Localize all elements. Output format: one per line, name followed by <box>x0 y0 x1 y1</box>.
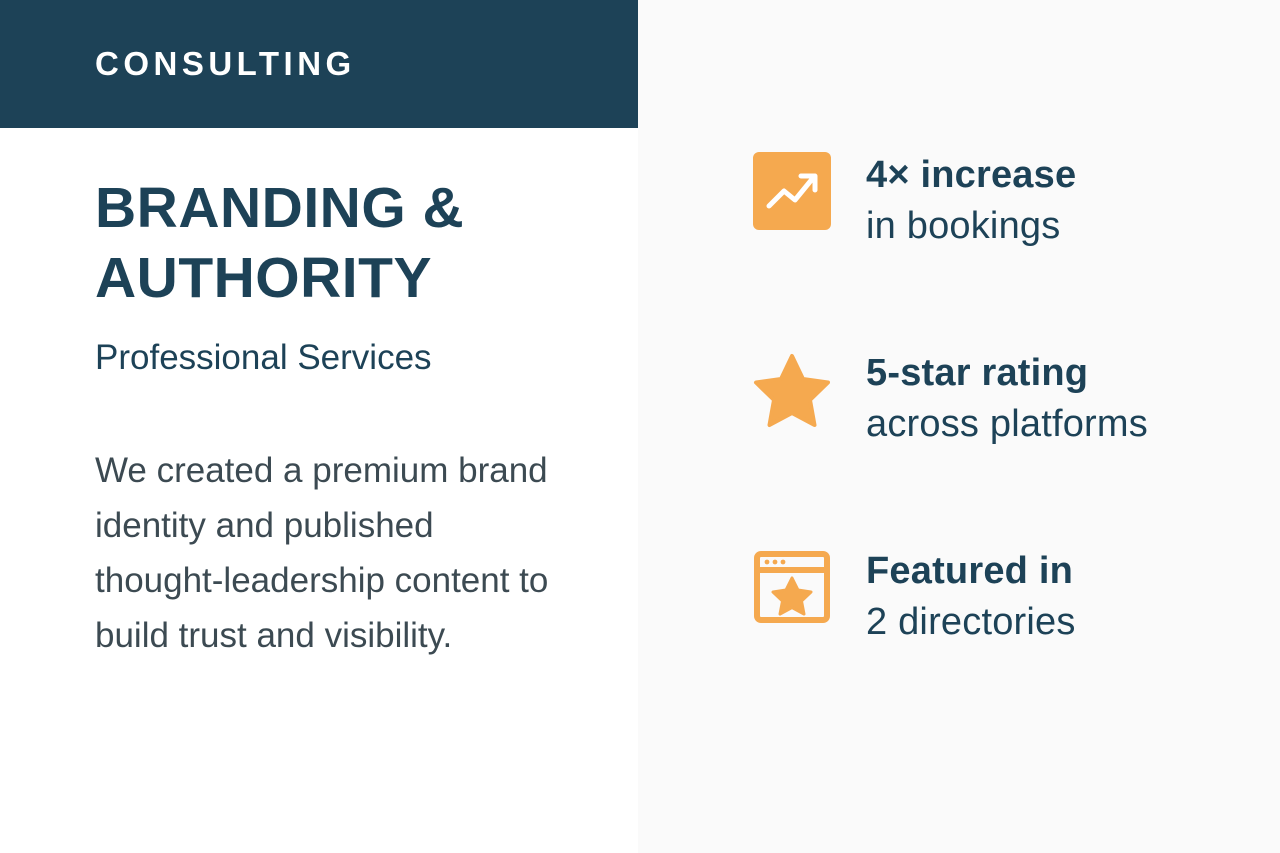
stat-caption: in bookings <box>866 204 1061 247</box>
star-icon <box>753 350 831 428</box>
stat-headline: Featured in <box>866 550 1074 593</box>
stat-headline: 4× increase <box>866 154 1077 196</box>
stat-text <box>866 544 1076 647</box>
subtitle: Professional Services <box>95 338 432 378</box>
left-panel <box>0 0 638 853</box>
category-bar <box>0 0 638 128</box>
stat-headline: 5-star rating <box>866 352 1089 395</box>
page-title: BRANDING & AUTHORITY <box>95 176 465 310</box>
stat-caption: across platforms <box>866 402 1148 445</box>
list-item <box>753 148 1280 251</box>
right-panel <box>638 0 1280 853</box>
body-paragraph: We created a premium brand identity and published thought-leadership content to build trust and visibility. <box>95 450 549 656</box>
list-item <box>753 544 1280 647</box>
chart-trend-up-icon <box>753 152 831 230</box>
browser-window-star-icon <box>753 548 831 626</box>
stat-text <box>866 148 1076 251</box>
stat-caption: 2 directories <box>866 600 1076 643</box>
category-label: CONSULTING <box>95 45 356 82</box>
stat-list <box>638 148 1280 647</box>
left-content <box>0 128 638 664</box>
stat-text <box>866 346 1148 449</box>
list-item <box>753 346 1280 449</box>
